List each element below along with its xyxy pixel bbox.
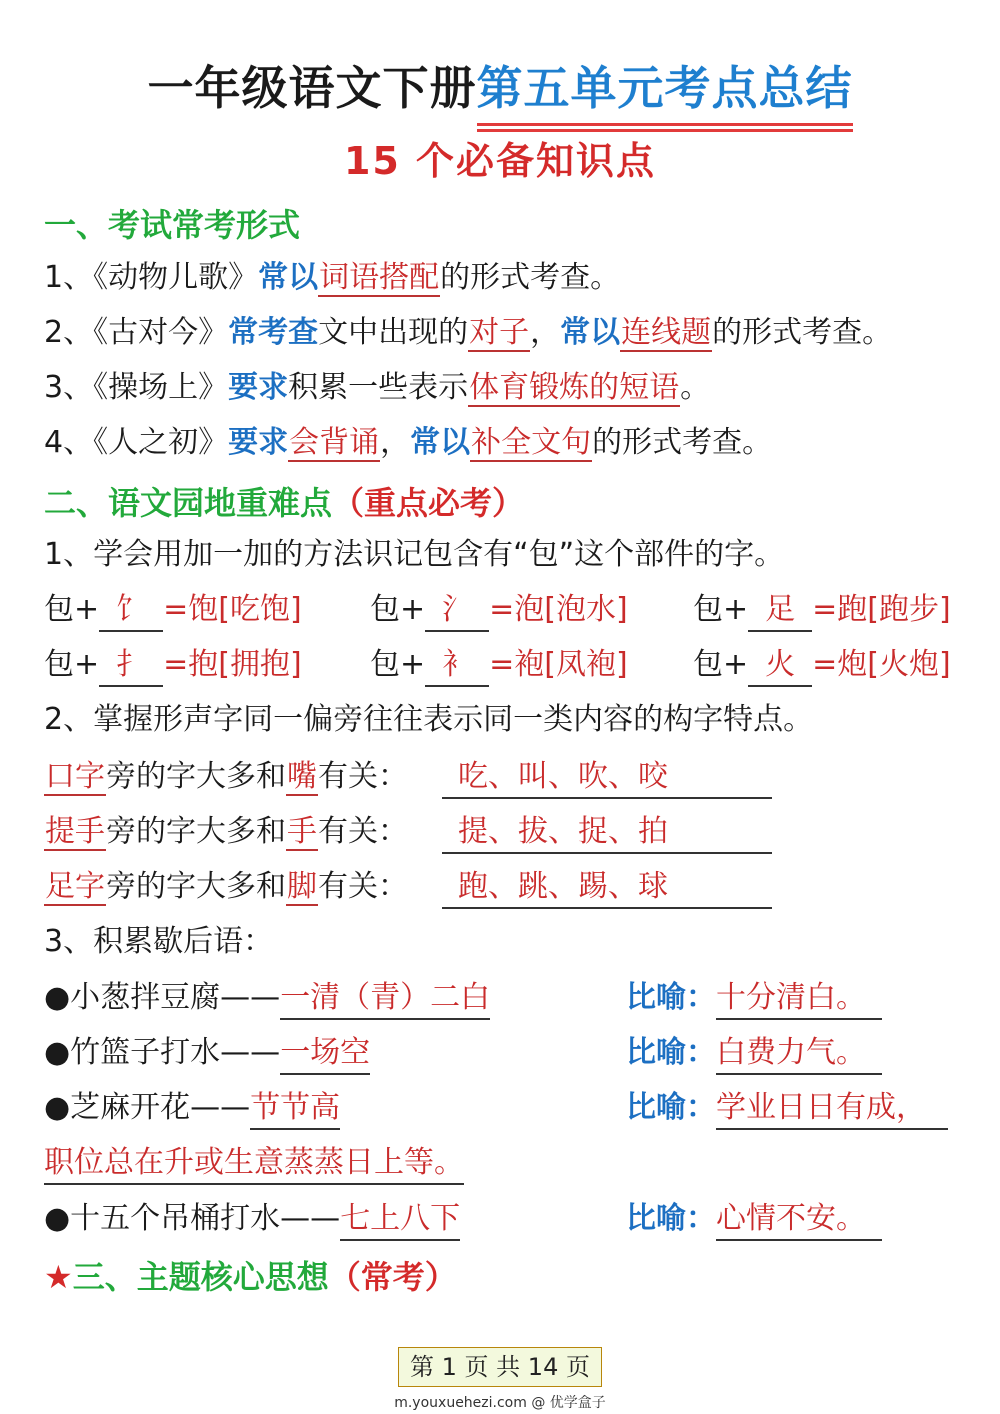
bao-result: =抱 — [163, 647, 219, 682]
xiehouyu-meaning — [626, 978, 882, 1020]
item-text: ， — [380, 425, 411, 460]
radical-key: 脚 — [287, 869, 317, 904]
item-text: 的形式考查。 — [712, 315, 893, 350]
item-text: ， — [530, 315, 561, 350]
bao-prefix: 包+ — [370, 592, 426, 627]
book-title: 《操场上》 — [93, 370, 229, 405]
item-text: 积累一些表示 — [288, 370, 469, 405]
key-phrase: 词语搭配 — [319, 260, 440, 295]
site-watermark: m.youxuehezi.com @ 优学盒子 — [394, 1395, 606, 1411]
radical-answer: 吃、叫、吹、咬 — [442, 757, 772, 799]
star-icon: ★ — [44, 1258, 73, 1296]
meaning-text-continued: 职位总在升或生意蒸蒸日上等。 — [44, 1143, 464, 1185]
xiehouyu-question: ●芝麻开花—— — [44, 1090, 251, 1125]
s1-item-4 — [44, 423, 772, 463]
section2-heading-text: 二、语文园地重难点 — [44, 484, 333, 522]
item-text: 文中出现的 — [318, 315, 469, 350]
bao-prefix: 包+ — [370, 647, 426, 682]
xiehouyu-meaning-cont — [44, 1143, 464, 1185]
bao-item — [44, 590, 302, 632]
keyword: 常以 — [560, 315, 621, 350]
bao-item — [370, 590, 628, 632]
meaning-label: 比喻： — [626, 1201, 716, 1236]
bao-radical: 扌 — [99, 645, 163, 687]
xiehouyu-answer: 七上八下 — [340, 1199, 460, 1241]
radical-key: 手 — [287, 814, 317, 849]
bao-radical: 足 — [748, 590, 812, 632]
book-title: 《人之初》 — [93, 425, 229, 460]
bao-result: =饱 — [163, 592, 219, 627]
bao-item — [693, 645, 951, 687]
radical-row — [44, 757, 408, 797]
item-number: 4、 — [44, 425, 94, 460]
bao-result: =泡 — [489, 592, 545, 627]
radical-row — [44, 812, 408, 852]
meaning-label: 比喻： — [626, 1035, 716, 1070]
keyword: 要求 — [228, 370, 289, 405]
page-subtitle: 15 个必备知识点 — [343, 139, 657, 183]
item-number: 1、 — [44, 260, 94, 295]
s2-paragraph-3: 3、积累歇后语： — [44, 924, 274, 959]
book-title: 《古对今》 — [93, 315, 229, 350]
radical-text: 旁的字大多和 — [106, 814, 286, 849]
bao-result: =袍 — [489, 647, 545, 682]
title-part1: 一年级语文下册 — [147, 61, 477, 115]
keyword: 常以 — [258, 260, 319, 295]
bao-word: [拥抱] — [218, 647, 302, 682]
section1-heading: 一、考试常考形式 — [44, 206, 301, 244]
s1-item-2 — [44, 313, 892, 353]
radical-answer: 跑、跳、踢、球 — [442, 867, 772, 909]
section3-heading — [44, 1252, 457, 1298]
radical-text: 有关： — [318, 759, 408, 794]
bao-radical: 衤 — [425, 645, 489, 687]
xiehouyu-meaning — [626, 1088, 948, 1130]
key-phrase: 补全文句 — [471, 425, 592, 460]
xiehouyu-question: ●十五个吊桶打水—— — [44, 1201, 341, 1236]
radical-name: 提手 — [45, 814, 105, 849]
xiehouyu-item — [44, 1033, 370, 1075]
bao-radical: 饣 — [99, 590, 163, 632]
xiehouyu-meaning — [626, 1199, 882, 1241]
keyword: 要求 — [228, 425, 289, 460]
xiehouyu-answer: 一清（青）二白 — [280, 978, 490, 1020]
radical-text: 有关： — [318, 814, 408, 849]
key-phrase: 对子 — [469, 315, 530, 350]
item-number: 3、 — [44, 370, 94, 405]
s1-item-3 — [44, 368, 710, 408]
bao-result: =炮 — [812, 647, 868, 682]
bao-prefix: 包+ — [693, 647, 749, 682]
radical-key: 嘴 — [287, 759, 317, 794]
item-text: 的形式考查。 — [592, 425, 773, 460]
meaning-text: 白费力气。 — [716, 1033, 882, 1075]
keyword: 常以 — [410, 425, 471, 460]
meaning-text: 十分清白。 — [716, 978, 882, 1020]
bao-item — [370, 645, 628, 687]
section2-heading-note: （重点必考） — [332, 484, 525, 522]
bao-word: [泡水] — [544, 592, 628, 627]
xiehouyu-answer: 一场空 — [280, 1033, 370, 1075]
bao-item — [693, 590, 951, 632]
bao-word: [凤袍] — [544, 647, 628, 682]
bao-item — [44, 645, 302, 687]
xiehouyu-question: ●小葱拌豆腐—— — [44, 980, 281, 1015]
radical-text: 旁的字大多和 — [106, 869, 286, 904]
s2-paragraph-2: 2、掌握形声字同一偏旁往往表示同一类内容的构字特点。 — [44, 702, 814, 737]
section3-heading-text: 三、主题核心思想 — [72, 1258, 329, 1296]
s2-paragraph-1: 1、学会用加一加的方法识记包含有“包”这个部件的字。 — [44, 537, 785, 572]
item-number: 2、 — [44, 315, 94, 350]
bao-radical: 火 — [748, 645, 812, 687]
book-title: 《动物儿歌》 — [93, 260, 259, 295]
radical-row — [44, 867, 408, 907]
item-text: 的形式考查。 — [440, 260, 621, 295]
key-phrase: 体育锻炼的短语 — [469, 370, 680, 405]
bao-prefix: 包+ — [44, 592, 100, 627]
xiehouyu-meaning — [626, 1033, 882, 1075]
meaning-label: 比喻： — [626, 980, 716, 1015]
page-title — [0, 52, 1000, 118]
section3-heading-note: （常考） — [328, 1258, 457, 1296]
section2-heading — [44, 478, 524, 524]
bao-radical: 氵 — [425, 590, 489, 632]
key-phrase: 连线题 — [621, 315, 712, 350]
radical-text: 有关： — [318, 869, 408, 904]
xiehouyu-item — [44, 1088, 340, 1130]
page-indicator: 第 1 页 共 14 页 — [398, 1347, 602, 1387]
xiehouyu-item — [44, 1199, 460, 1241]
bao-result: =跑 — [812, 592, 868, 627]
radical-name: 口字 — [45, 759, 105, 794]
key-phrase: 会背诵 — [289, 425, 380, 460]
radical-answer: 提、拔、捉、拍 — [442, 812, 772, 854]
meaning-text: 学业日日有成， — [716, 1088, 948, 1130]
keyword: 常考查 — [228, 315, 319, 350]
xiehouyu-answer: 节节高 — [250, 1088, 340, 1130]
radical-text: 旁的字大多和 — [106, 759, 286, 794]
xiehouyu-question: ●竹篮子打水—— — [44, 1035, 281, 1070]
bao-prefix: 包+ — [693, 592, 749, 627]
title-part2: 第五单元考点总结 — [477, 52, 853, 118]
radical-name: 足字 — [45, 869, 105, 904]
xiehouyu-item — [44, 978, 490, 1020]
bao-prefix: 包+ — [44, 647, 100, 682]
bao-word: [火炮] — [867, 647, 951, 682]
s1-item-1 — [44, 258, 620, 298]
bao-word: [跑步] — [867, 592, 951, 627]
bao-word: [吃饱] — [218, 592, 302, 627]
item-text: 。 — [680, 370, 711, 405]
meaning-label: 比喻： — [626, 1090, 716, 1125]
meaning-text: 心情不安。 — [716, 1199, 882, 1241]
